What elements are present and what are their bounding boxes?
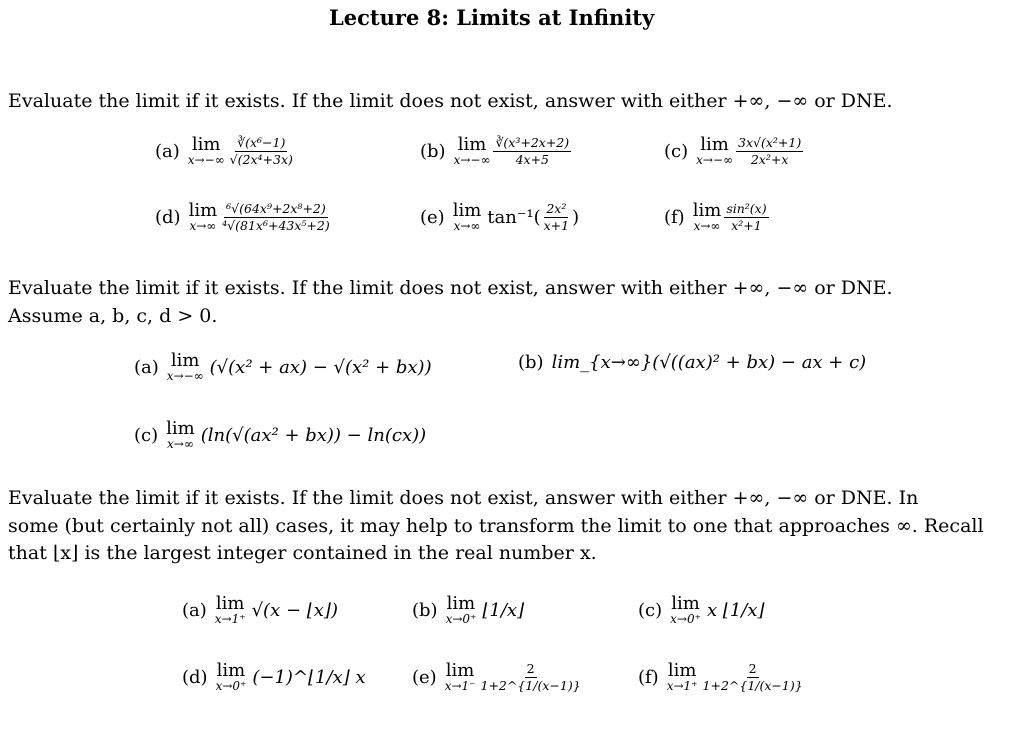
- problem-label: (b): [412, 600, 438, 621]
- problem-label: (a): [182, 600, 207, 621]
- lim-word: lim: [457, 134, 487, 155]
- problem-label: (d): [155, 207, 181, 228]
- page-title: Lecture 8: Limits at Infinity: [329, 5, 655, 30]
- problem-1d: [155, 202, 335, 233]
- arctan-prefix: tan⁻¹(: [487, 207, 541, 228]
- problem-label: (f): [638, 667, 659, 688]
- limit-expression: x ⌊1/x⌋: [706, 600, 765, 621]
- numerator: 2: [748, 661, 757, 676]
- lim-subscript: x→∞: [189, 219, 217, 233]
- arctan-suffix: ): [572, 207, 580, 228]
- instruction-line: Evaluate the limit if it exists. If the limit does not exist, answer with either +∞, −∞ or DNE.: [8, 277, 893, 299]
- lim-word: lim: [446, 593, 476, 614]
- limit-operator: [696, 136, 733, 167]
- lim-word: lim: [166, 418, 195, 439]
- lim-subscript: x→∞: [453, 219, 481, 233]
- problem-label: (e): [420, 207, 445, 228]
- problem-3e: [412, 662, 586, 693]
- limit-operator: [166, 420, 195, 451]
- fraction: [724, 202, 768, 233]
- problem-label: (c): [134, 425, 159, 446]
- limit-operator: [693, 202, 722, 233]
- lim-subscript: x→−∞: [187, 153, 225, 167]
- lim-word: lim: [700, 134, 729, 155]
- problem-3c: [638, 595, 765, 626]
- limit-operator: [667, 662, 698, 693]
- lim-subscript: x→−∞: [166, 369, 204, 383]
- instruction-line: Evaluate the limit if it exists. If the limit does not exist, answer with either +∞, −∞ or DNE. In: [8, 487, 919, 509]
- problem-label: (d): [182, 667, 208, 688]
- denominator: 1+2^{1/(x−1)}: [702, 678, 803, 693]
- problem-3f: [638, 662, 808, 693]
- numerator: ∛(x³+2x+2): [495, 135, 570, 150]
- limit-expression: √(x − ⌊x⌋): [251, 600, 338, 621]
- problem-label: (f): [664, 207, 685, 228]
- problem-label: (e): [412, 667, 437, 688]
- lim-word: lim: [191, 134, 221, 155]
- fraction: [736, 136, 803, 167]
- lim-subscript: x→0⁺: [215, 679, 247, 693]
- lim-word: lim: [215, 593, 245, 614]
- lim-subscript: x→1⁻: [444, 679, 476, 693]
- problem-1c: [664, 136, 806, 167]
- lim-word: lim: [170, 350, 200, 371]
- limit-operator: [215, 595, 246, 626]
- numerator: 2x²: [546, 201, 567, 216]
- fraction: [479, 662, 583, 693]
- denominator: x²+1: [731, 218, 762, 233]
- problem-label: (a): [134, 357, 159, 378]
- lim-subscript: x→−∞: [696, 153, 734, 167]
- fraction: [220, 202, 332, 233]
- numerator: ∛(x⁶−1): [237, 135, 286, 150]
- limit-operator: [188, 136, 225, 167]
- fraction: [701, 662, 805, 693]
- problem-3b: [412, 595, 524, 626]
- problem-label: (b): [518, 352, 544, 373]
- limit-expression: ⌊1/x⌋: [482, 600, 525, 621]
- numerator: sin²(x): [726, 201, 767, 216]
- instruction-line: that ⌊x⌋ is the largest integer contained in the real number x.: [8, 542, 597, 564]
- section-1-instructions: [8, 88, 893, 116]
- limit-operator: [216, 662, 247, 693]
- problem-label: (c): [638, 600, 663, 621]
- lim-word: lim: [667, 660, 697, 681]
- fraction: [228, 136, 295, 167]
- limit-operator: [454, 136, 491, 167]
- instruction-line: Assume a, b, c, d > 0.: [8, 304, 218, 327]
- problem-1f: [664, 202, 772, 233]
- limit-expression: (−1)^⌊1/x⌋ x: [252, 667, 366, 688]
- lim-subscript: x→∞: [693, 219, 721, 233]
- lim-word: lim: [452, 200, 482, 221]
- problem-3a: [182, 595, 338, 626]
- denominator: 4x+5: [515, 152, 550, 167]
- problem-label: (c): [664, 141, 689, 162]
- denominator: √(2x⁴+3x): [229, 152, 293, 167]
- fraction: [493, 136, 571, 167]
- instruction-line: Evaluate the limit if it exists. If the limit does not exist, answer with either +∞, −∞ or DNE.: [8, 90, 893, 112]
- lim-subscript: x→1⁺: [666, 679, 698, 693]
- limit-operator: [446, 595, 477, 626]
- limit-operator: [453, 202, 482, 233]
- section-2-instructions: [8, 275, 893, 330]
- lim-word: lim: [445, 660, 475, 681]
- problem-3d: [182, 662, 366, 693]
- lim-subscript: x→∞: [167, 437, 194, 451]
- numerator: 3x√(x²+1): [738, 135, 802, 150]
- problem-2b: [518, 352, 866, 373]
- denominator: 1+2^{1/(x−1)}: [480, 678, 581, 693]
- lim-subscript: x→−∞: [453, 153, 491, 167]
- denominator: 2x²+x: [750, 152, 789, 167]
- instruction-line: some (but certainly not all) cases, it may help to transform the limit to one that approaches ∞. Recall: [8, 514, 984, 537]
- fraction: [542, 202, 571, 233]
- limit-expression: (√(x² + ax) − √(x² + bx)): [209, 357, 432, 378]
- limit-operator: [167, 352, 204, 383]
- problem-2c: [134, 420, 426, 451]
- lim-subscript: x→1⁺: [214, 612, 246, 626]
- limit-operator: [670, 595, 701, 626]
- section-3-instructions: [8, 485, 984, 568]
- limit-expression: lim_{x→∞}(√((ax)² + bx) − ax + c): [551, 352, 867, 373]
- problem-2a: [134, 352, 432, 383]
- problem-label: (a): [155, 141, 180, 162]
- lim-word: lim: [671, 593, 700, 614]
- lim-subscript: x→0⁺: [445, 612, 477, 626]
- lim-word: lim: [216, 660, 246, 681]
- lim-subscript: x→0⁺: [670, 612, 701, 626]
- problem-1b: [420, 136, 574, 167]
- problem-label: (b): [420, 141, 446, 162]
- limit-expression: (ln(√(ax² + bx)) − ln(cx)): [200, 425, 427, 446]
- numerator: ⁶√(64x⁹+2x⁸+2): [226, 201, 326, 216]
- denominator: ⁴√(81x⁶+43x⁵+2): [222, 218, 330, 233]
- lim-word: lim: [692, 200, 722, 221]
- numerator: 2: [526, 661, 535, 676]
- problem-1e: [420, 202, 579, 233]
- denominator: x+1: [543, 218, 570, 233]
- limit-operator: [189, 202, 218, 233]
- limit-operator: [445, 662, 476, 693]
- problem-1a: [155, 136, 298, 167]
- lim-word: lim: [188, 200, 218, 221]
